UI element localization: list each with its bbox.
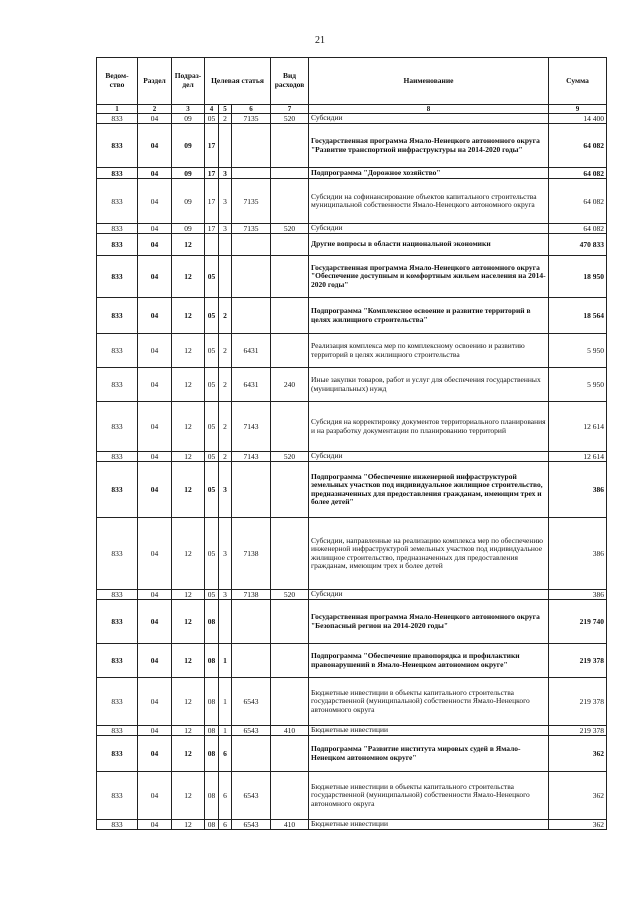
cell-section: 04 — [138, 114, 172, 124]
table-row — [97, 518, 607, 590]
cell-subprogram: 2 — [219, 368, 232, 402]
cell-subprogram: 1 — [219, 644, 232, 678]
cell-name: Государственная программа Ямало-Ненецкого автономного округа "Безопасный регион на 2014-2020 годы" — [309, 600, 549, 644]
cell-name: Подпрограмма "Развитие института мировых судей в Ямало-Ненецком автономном округе" — [309, 736, 549, 772]
cell-section: 04 — [138, 298, 172, 334]
cell-subsection: 12 — [172, 462, 205, 518]
cell-program: 05 — [205, 590, 219, 600]
cell-section: 04 — [138, 644, 172, 678]
cell-subprogram — [219, 600, 232, 644]
cell-expense-type: 520 — [271, 590, 309, 600]
cell-department: 833 — [97, 772, 138, 820]
cell-article: 6431 — [232, 334, 271, 368]
cell-name: Подпрограмма "Обеспечение инженерной инфраструктурой земельных участков под индивидуальное жилищное строительство, предназначенных для предоставления гражданам, имеющим трех и более детей" — [309, 462, 549, 518]
cell-sum: 219 378 — [549, 678, 607, 726]
cell-name: Субсидии, направленные на реализацию комплекса мер по обеспечению инженерной инфраструктурой земельных участков под индивидуальное жилищное строительство, предназначенных для предоставления гражданам, имеющим трех и более детей — [309, 518, 549, 590]
cell-sum: 18 950 — [549, 256, 607, 298]
column-number: 4 — [205, 105, 219, 114]
cell-section: 04 — [138, 600, 172, 644]
cell-subprogram — [219, 124, 232, 168]
cell-expense-type — [271, 124, 309, 168]
cell-subsection: 12 — [172, 256, 205, 298]
cell-department: 833 — [97, 124, 138, 168]
table-row — [97, 402, 607, 452]
cell-name: Субсидии на софинансирование объектов капитального строительства муниципальной собственности Ямало-Ненецкого автономного округа — [309, 179, 549, 224]
table-row — [97, 298, 607, 334]
cell-department: 833 — [97, 298, 138, 334]
cell-sum: 64 082 — [549, 124, 607, 168]
cell-article: 7135 — [232, 224, 271, 234]
cell-article: 7135 — [232, 114, 271, 124]
cell-name: Реализация комплекса мер по комплексному освоению и развитию территорий в целях жилищного строительства — [309, 334, 549, 368]
cell-subprogram: 2 — [219, 452, 232, 462]
table-row — [97, 726, 607, 736]
cell-department: 833 — [97, 518, 138, 590]
cell-sum: 5 950 — [549, 368, 607, 402]
cell-department: 833 — [97, 402, 138, 452]
cell-expense-type — [271, 600, 309, 644]
header-name: Наименование — [309, 58, 549, 105]
cell-subsection: 12 — [172, 726, 205, 736]
table-row — [97, 462, 607, 518]
cell-name: Бюджетные инвестиции в объекты капитального строительства государственной (муниципальной) собственности Ямало-Ненецкого автономного округа — [309, 772, 549, 820]
cell-subsection: 12 — [172, 334, 205, 368]
cell-section: 04 — [138, 462, 172, 518]
cell-article: 7135 — [232, 179, 271, 224]
cell-subsection: 12 — [172, 644, 205, 678]
cell-department: 833 — [97, 234, 138, 256]
cell-section: 04 — [138, 334, 172, 368]
cell-sum: 362 — [549, 820, 607, 830]
cell-sum: 386 — [549, 462, 607, 518]
cell-program: 05 — [205, 114, 219, 124]
cell-subprogram: 3 — [219, 224, 232, 234]
cell-program: 17 — [205, 179, 219, 224]
cell-article: 6543 — [232, 820, 271, 830]
cell-program: 05 — [205, 334, 219, 368]
cell-program: 05 — [205, 256, 219, 298]
cell-name: Государственная программа Ямало-Ненецкого автономного округа "Обеспечение доступным и комфортным жильем населения на 2014-2020 годы" — [309, 256, 549, 298]
cell-subsection: 09 — [172, 124, 205, 168]
cell-section: 04 — [138, 590, 172, 600]
cell-expense-type — [271, 334, 309, 368]
cell-program: 05 — [205, 462, 219, 518]
cell-subsection: 09 — [172, 114, 205, 124]
cell-name: Бюджетные инвестиции в объекты капитального строительства государственной (муниципальной) собственности Ямало-Ненецкого автономного округа — [309, 678, 549, 726]
cell-name: Подпрограмма "Обеспечение правопорядка и профилактики правонарушений в Ямало-Ненецком автономном округе" — [309, 644, 549, 678]
header-sum: Сумма — [549, 58, 607, 105]
cell-subsection: 12 — [172, 678, 205, 726]
cell-expense-type — [271, 462, 309, 518]
cell-department: 833 — [97, 179, 138, 224]
table-row — [97, 772, 607, 820]
page-number: 21 — [315, 35, 325, 46]
column-number: 8 — [309, 105, 549, 114]
cell-subsection: 12 — [172, 234, 205, 256]
cell-sum: 12 614 — [549, 402, 607, 452]
cell-subprogram: 3 — [219, 518, 232, 590]
cell-name: Бюджетные инвестиции — [309, 726, 549, 736]
cell-sum: 64 082 — [549, 224, 607, 234]
cell-subsection: 09 — [172, 224, 205, 234]
cell-name: Субсидии — [309, 452, 549, 462]
cell-sum: 18 564 — [549, 298, 607, 334]
cell-name: Другие вопросы в области национальной экономики — [309, 234, 549, 256]
cell-section: 04 — [138, 518, 172, 590]
cell-subsection: 12 — [172, 402, 205, 452]
cell-sum: 219 378 — [549, 726, 607, 736]
cell-article — [232, 462, 271, 518]
cell-article: 7143 — [232, 452, 271, 462]
cell-expense-type — [271, 402, 309, 452]
cell-sum: 470 833 — [549, 234, 607, 256]
cell-program: 08 — [205, 772, 219, 820]
cell-department: 833 — [97, 224, 138, 234]
cell-article: 6543 — [232, 772, 271, 820]
cell-program: 08 — [205, 678, 219, 726]
cell-sum: 386 — [549, 518, 607, 590]
cell-sum: 5 950 — [549, 334, 607, 368]
table-row — [97, 736, 607, 772]
cell-name: Иные закупки товаров, работ и услуг для обеспечения государственных (муниципальных) нужд — [309, 368, 549, 402]
cell-sum: 12 614 — [549, 452, 607, 462]
cell-subsection: 12 — [172, 600, 205, 644]
cell-expense-type: 410 — [271, 820, 309, 830]
table-row — [97, 179, 607, 224]
cell-article — [232, 168, 271, 179]
cell-department: 833 — [97, 600, 138, 644]
cell-subprogram — [219, 234, 232, 256]
table-row — [97, 114, 607, 124]
cell-department: 833 — [97, 462, 138, 518]
cell-sum: 64 082 — [549, 168, 607, 179]
column-number: 3 — [172, 105, 205, 114]
cell-section: 04 — [138, 820, 172, 830]
cell-subprogram: 6 — [219, 772, 232, 820]
cell-name: Субсидии — [309, 114, 549, 124]
cell-program: 08 — [205, 820, 219, 830]
cell-article — [232, 234, 271, 256]
cell-subsection: 12 — [172, 298, 205, 334]
cell-name: Субсидии — [309, 590, 549, 600]
cell-section: 04 — [138, 736, 172, 772]
cell-section: 04 — [138, 256, 172, 298]
cell-name: Субсидии — [309, 224, 549, 234]
cell-department: 833 — [97, 452, 138, 462]
cell-expense-type — [271, 256, 309, 298]
cell-expense-type: 240 — [271, 368, 309, 402]
column-number: 6 — [232, 105, 271, 114]
table-row — [97, 168, 607, 179]
cell-department: 833 — [97, 256, 138, 298]
cell-section: 04 — [138, 402, 172, 452]
cell-article: 6543 — [232, 726, 271, 736]
cell-subsection: 09 — [172, 179, 205, 224]
cell-program: 08 — [205, 600, 219, 644]
cell-subsection: 09 — [172, 168, 205, 179]
cell-program: 17 — [205, 224, 219, 234]
cell-subsection: 12 — [172, 590, 205, 600]
cell-subprogram: 1 — [219, 726, 232, 736]
cell-subprogram: 1 — [219, 678, 232, 726]
cell-program: 17 — [205, 124, 219, 168]
cell-expense-type: 410 — [271, 726, 309, 736]
cell-section: 04 — [138, 772, 172, 820]
cell-expense-type — [271, 518, 309, 590]
cell-expense-type — [271, 298, 309, 334]
cell-section: 04 — [138, 234, 172, 256]
cell-department: 833 — [97, 644, 138, 678]
cell-program: 17 — [205, 168, 219, 179]
cell-name: Бюджетные инвестиции — [309, 820, 549, 830]
cell-expense-type — [271, 678, 309, 726]
table-row — [97, 224, 607, 234]
cell-program: 05 — [205, 452, 219, 462]
cell-expense-type — [271, 168, 309, 179]
cell-subprogram: 3 — [219, 590, 232, 600]
cell-subprogram: 2 — [219, 298, 232, 334]
cell-department: 833 — [97, 678, 138, 726]
cell-article — [232, 298, 271, 334]
table-row — [97, 452, 607, 462]
cell-department: 833 — [97, 168, 138, 179]
cell-section: 04 — [138, 368, 172, 402]
cell-section: 04 — [138, 179, 172, 224]
header-subsection: Подраз-дел — [172, 58, 205, 105]
header-target-article: Целевая статья — [205, 58, 271, 105]
cell-subsection: 12 — [172, 736, 205, 772]
cell-program: 05 — [205, 518, 219, 590]
cell-department: 833 — [97, 736, 138, 772]
cell-expense-type: 520 — [271, 452, 309, 462]
table-header-row — [97, 58, 607, 105]
cell-article — [232, 644, 271, 678]
cell-section: 04 — [138, 224, 172, 234]
cell-name: Подпрограмма "Дорожное хозяйство" — [309, 168, 549, 179]
cell-subprogram: 2 — [219, 334, 232, 368]
cell-subprogram: 3 — [219, 462, 232, 518]
cell-article: 7143 — [232, 402, 271, 452]
cell-department: 833 — [97, 726, 138, 736]
cell-department: 833 — [97, 590, 138, 600]
cell-sum: 386 — [549, 590, 607, 600]
cell-section: 04 — [138, 726, 172, 736]
cell-sum: 219 740 — [549, 600, 607, 644]
cell-subprogram: 3 — [219, 168, 232, 179]
cell-program: 05 — [205, 402, 219, 452]
cell-name: Субсидия на корректировку документов территориального планирования и на разработку документации по планированию территорий — [309, 402, 549, 452]
cell-program — [205, 234, 219, 256]
table-row — [97, 678, 607, 726]
cell-subprogram: 6 — [219, 820, 232, 830]
cell-section: 04 — [138, 678, 172, 726]
cell-name: Государственная программа Ямало-Ненецкого автономного округа "Развитие транспортной инфраструктуры на 2014-2020 годы" — [309, 124, 549, 168]
cell-section: 04 — [138, 168, 172, 179]
column-number: 2 — [138, 105, 172, 114]
cell-subsection: 12 — [172, 368, 205, 402]
cell-article — [232, 256, 271, 298]
column-number-row — [97, 105, 607, 114]
cell-sum: 64 082 — [549, 179, 607, 224]
table-row — [97, 600, 607, 644]
cell-expense-type — [271, 644, 309, 678]
column-number: 5 — [219, 105, 232, 114]
cell-subprogram: 2 — [219, 402, 232, 452]
cell-subprogram: 2 — [219, 114, 232, 124]
header-section: Раздел — [138, 58, 172, 105]
cell-subsection: 12 — [172, 820, 205, 830]
table-row — [97, 124, 607, 168]
table-row — [97, 256, 607, 298]
budget-table — [96, 57, 607, 830]
cell-article: 6431 — [232, 368, 271, 402]
cell-expense-type — [271, 736, 309, 772]
cell-department: 833 — [97, 368, 138, 402]
cell-program: 08 — [205, 644, 219, 678]
cell-expense-type: 520 — [271, 114, 309, 124]
header-expense-type: Вид расходов — [271, 58, 309, 105]
cell-expense-type: 520 — [271, 224, 309, 234]
cell-article: 7138 — [232, 590, 271, 600]
column-number: 9 — [549, 105, 607, 114]
table-row — [97, 820, 607, 830]
cell-sum: 14 400 — [549, 114, 607, 124]
cell-article: 7138 — [232, 518, 271, 590]
cell-subprogram: 3 — [219, 179, 232, 224]
header-department: Ведом-ство — [97, 58, 138, 105]
table-row — [97, 334, 607, 368]
cell-program: 05 — [205, 368, 219, 402]
column-number: 7 — [271, 105, 309, 114]
cell-subsection: 12 — [172, 518, 205, 590]
cell-program: 05 — [205, 298, 219, 334]
column-number: 1 — [97, 105, 138, 114]
cell-subprogram: 6 — [219, 736, 232, 772]
cell-department: 833 — [97, 334, 138, 368]
cell-article: 6543 — [232, 678, 271, 726]
cell-section: 04 — [138, 452, 172, 462]
cell-section: 04 — [138, 124, 172, 168]
cell-name: Подпрограмма "Комплексное освоение и развитие территорий в целях жилищного строительства" — [309, 298, 549, 334]
cell-article — [232, 600, 271, 644]
cell-expense-type — [271, 234, 309, 256]
cell-program: 08 — [205, 726, 219, 736]
cell-program: 08 — [205, 736, 219, 772]
cell-expense-type — [271, 772, 309, 820]
cell-sum: 362 — [549, 772, 607, 820]
table-row — [97, 590, 607, 600]
cell-department: 833 — [97, 820, 138, 830]
table-row — [97, 368, 607, 402]
cell-expense-type — [271, 179, 309, 224]
cell-subprogram — [219, 256, 232, 298]
cell-subsection: 12 — [172, 772, 205, 820]
cell-sum: 219 378 — [549, 644, 607, 678]
cell-article — [232, 736, 271, 772]
cell-article — [232, 124, 271, 168]
cell-department: 833 — [97, 114, 138, 124]
table-row — [97, 234, 607, 256]
cell-subsection: 12 — [172, 452, 205, 462]
table-row — [97, 644, 607, 678]
cell-sum: 362 — [549, 736, 607, 772]
